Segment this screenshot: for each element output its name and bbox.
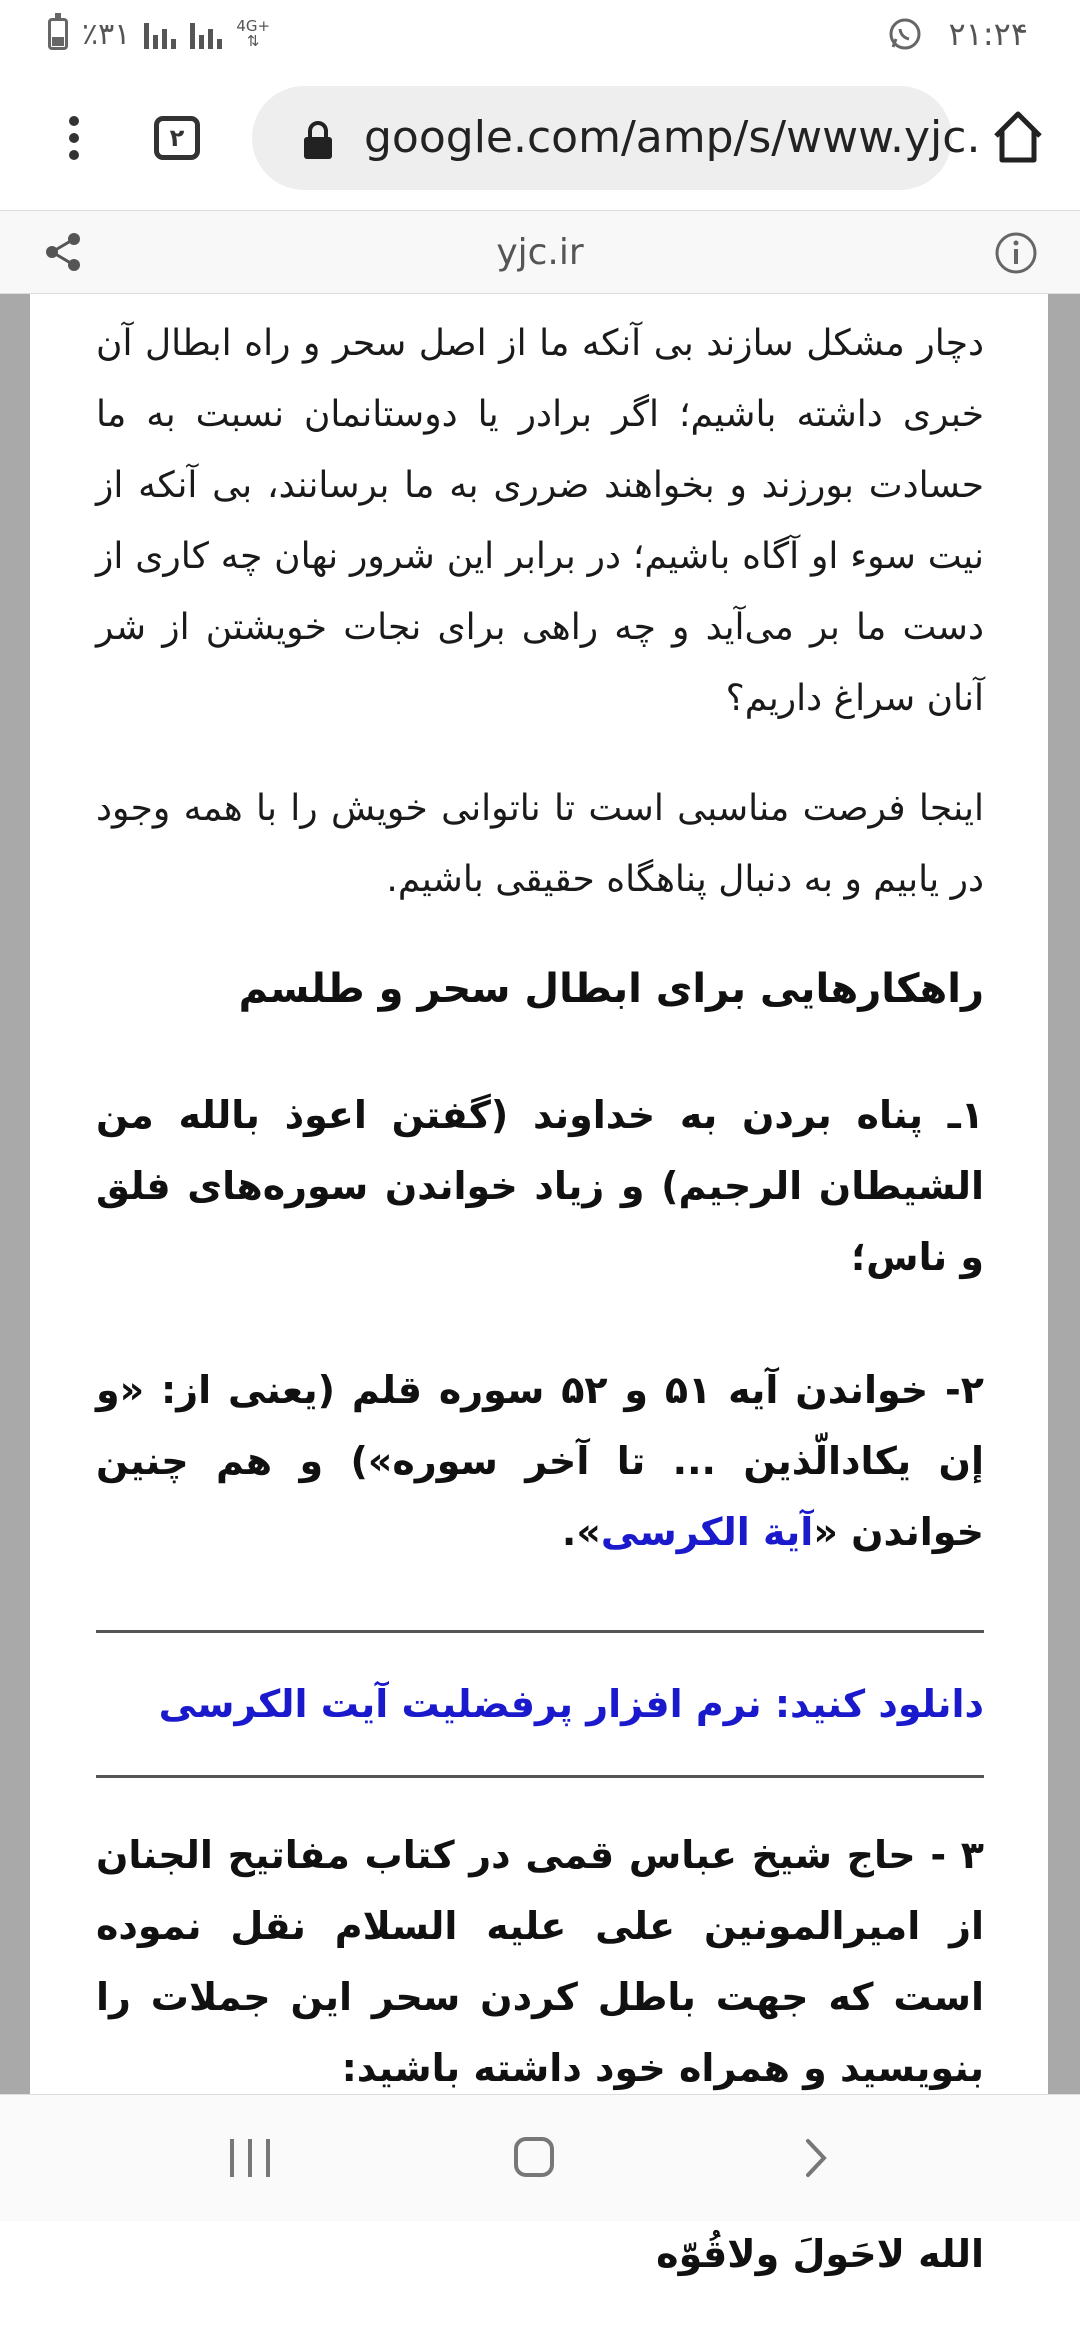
ayat-alkursi-link[interactable]: آیة الکرسی xyxy=(600,1510,814,1554)
menu-button[interactable] xyxy=(52,108,96,168)
recent-bar-icon xyxy=(230,2139,234,2177)
recent-bar-icon xyxy=(266,2139,270,2177)
list-item-4: الله لاحَولَ ولاقُوّه xyxy=(656,2232,984,2276)
back-button[interactable] xyxy=(796,2135,836,2181)
menu-dot-icon xyxy=(69,133,79,143)
section-heading: راهکارهایی برای ابطال سحر و طلسم xyxy=(238,966,984,1012)
status-right xyxy=(888,12,1028,56)
list-item-2: ۲- خواندن آیه ۵۱ و ۵۲ سوره قلم (یعنی از: «و إن یکادالّذین ... تا آخر سوره») و هم چنین خواندن «آیة الکرسی». xyxy=(96,1368,984,1554)
download-link[interactable]: دانلود کنید: نرم افزار پرفضلیت آیت الکرسی xyxy=(158,1682,984,1726)
article xyxy=(30,294,1048,2276)
status-left xyxy=(48,12,270,56)
browser-toolbar xyxy=(0,68,1080,208)
battery-icon xyxy=(48,18,68,50)
paragraph-2: اینجا فرصت مناسبی است تا ناتوانی خویش را با همه وجود در یابیم و به دنبال پناهگاه حقیقی باشیم. xyxy=(96,788,984,900)
lock-icon[interactable] xyxy=(302,120,334,160)
battery-level: ٪۳۱ xyxy=(82,16,131,52)
data-arrows-icon: ⇅ xyxy=(246,32,260,50)
list-item-3: ۳ - حاج شیخ عباس قمی در کتاب مفاتیح الجنان از امیرالمونین علی علیه السلام نقل نموده است که جهت باطل کردن سحر این جملات را بنویسید و همراه خود داشته باشید: xyxy=(96,1833,984,2090)
whatsapp-icon xyxy=(888,17,922,51)
article-body xyxy=(96,308,984,2352)
divider-top xyxy=(96,1630,984,1633)
network-type: 4G+ ⇅ xyxy=(236,17,271,50)
menu-dot-icon xyxy=(69,116,79,126)
recent-apps-button[interactable] xyxy=(230,2139,270,2177)
status-bar xyxy=(0,0,1080,68)
clock: ۲۱:۲۴ xyxy=(948,15,1028,53)
tabs-button[interactable]: ۲ xyxy=(154,116,200,160)
info-icon[interactable] xyxy=(994,231,1038,275)
amp-header xyxy=(0,210,1080,294)
address-bar[interactable] xyxy=(252,86,981,190)
recent-bar-icon xyxy=(248,2139,252,2177)
divider-bottom xyxy=(96,1775,984,1778)
url-text[interactable]: google.com/amp/s/www.yjc. xyxy=(364,112,981,163)
share-icon[interactable] xyxy=(42,231,84,273)
home-nav-button[interactable] xyxy=(514,2137,554,2177)
system-nav-bar xyxy=(0,2094,1080,2221)
content-frame xyxy=(0,294,1080,2276)
home-button[interactable] xyxy=(990,108,1046,164)
amp-domain[interactable]: yjc.ir xyxy=(496,232,584,273)
list-item-1: ۱ـ پناه بردن به خداوند (گفتن اعوذ بالله من الشیطان الرجیم) و زیاد خواندن سوره‌های فلق و ناس؛ xyxy=(96,1093,984,1279)
paragraph-1: دچار مشکل سازند بی آنکه ما از اصل سحر و راه ابطال آن خبری داشته باشیم؛ اگر برادر یا دوستانمان نسبت به ما حسادت بورزند و بخواهند ضرری به ما برسانند، بی آنکه از نیت سوء او آگاه باشیم؛ در برابر این شرور نهان چه کاری از دست ما بر می‌آید و چه راهی برای نجات خویشتن از شر آنان سراغ داریم؟ xyxy=(96,323,984,719)
signal-icon-2 xyxy=(190,19,222,49)
signal-icon xyxy=(144,19,176,49)
menu-dot-icon xyxy=(69,150,79,160)
